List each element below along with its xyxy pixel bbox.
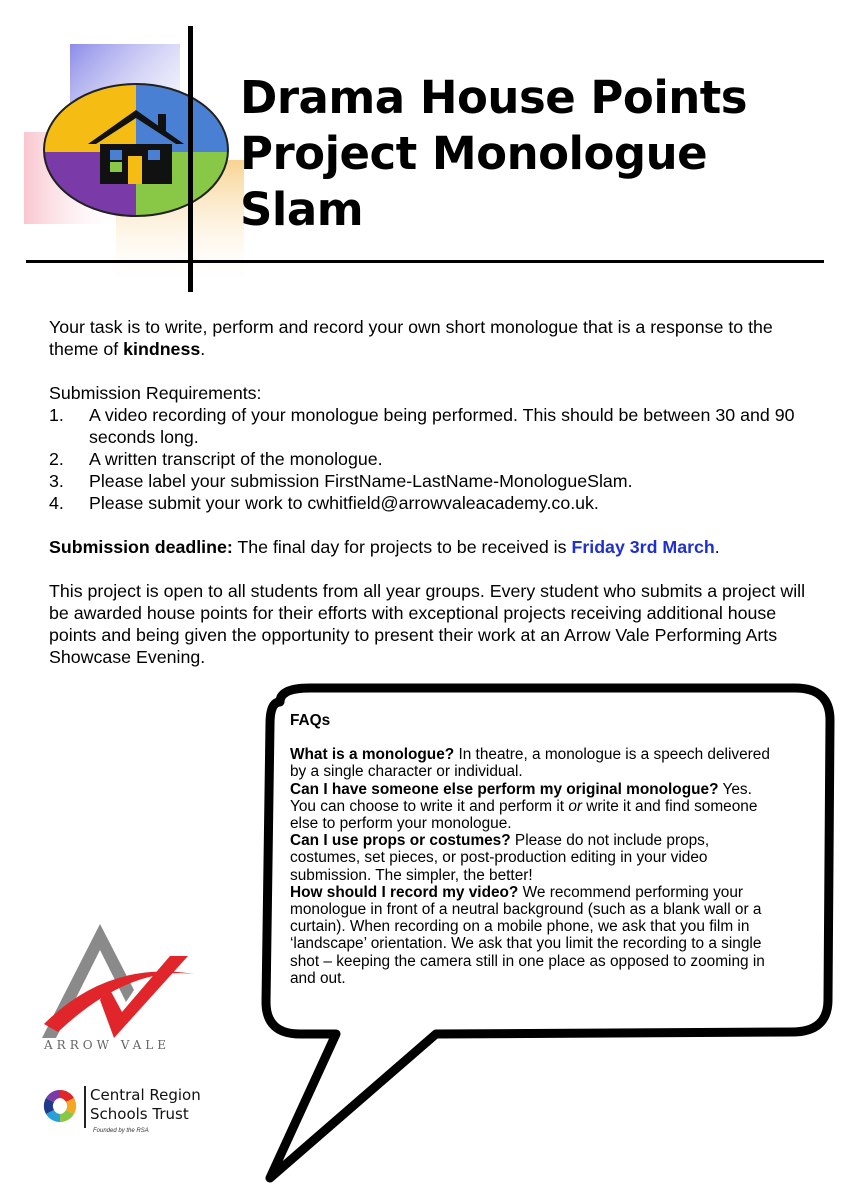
arrow-vale-logo-icon (38, 920, 198, 1055)
list-text: Please label your submission FirstName-LastName-MonologueSlam. (89, 471, 633, 491)
faq-answer: Yes. You can choose to write it and perform it (290, 780, 752, 815)
list-number: 2. (49, 449, 64, 469)
trust-name (90, 1086, 201, 1124)
title-line-3: Slam (240, 183, 364, 236)
faq-answer: In theatre, a monologue is a speech delivered by a single character or individual. (290, 746, 770, 781)
faq-section (290, 712, 780, 987)
list-text: A written transcript of the monologue. (89, 449, 383, 469)
deadline-date: Friday 3rd March (571, 537, 715, 557)
faq-question: How should I record my video? (290, 883, 519, 901)
header-vertical-rule (188, 26, 193, 292)
faq-answer: Please do not include props, costumes, set pieces, or post-production editing in your video submission. The simpler, the better! (290, 832, 710, 884)
trust-logo-icon (40, 1086, 80, 1126)
trust-divider (84, 1086, 86, 1128)
list-item (49, 492, 819, 514)
list-number: 3. (49, 471, 64, 491)
deadline-end: . (714, 537, 720, 557)
list-text: A video recording of your monologue being performed. This should be between 30 and 90 seconds long. (89, 405, 795, 447)
title-line-2: Project Monologue (240, 127, 708, 180)
main-content (49, 316, 819, 668)
list-item (49, 404, 819, 448)
intro-theme: kindness (123, 339, 201, 359)
info-paragraph: This project is open to all students from all year groups. Every student who submits a project will be awarded house points for their efforts with exceptional projects receiving additional house points and being given the opportunity to present their work at an Arrow Vale Performing Arts Showcase Evening. (49, 581, 806, 667)
intro-paragraph (49, 316, 819, 360)
faq-question: What is a monologue? (290, 746, 455, 764)
faq-question: Can I use props or costumes? (290, 832, 511, 850)
requirements-heading: Submission Requirements: (49, 383, 262, 403)
trust-tagline: Founded by the RSA (93, 1128, 149, 1134)
faq-item (290, 832, 780, 884)
faq-item (290, 746, 780, 780)
intro-text-end: . (200, 339, 206, 359)
trust-name-line-1: Central Region (90, 1086, 201, 1104)
requirements-list (49, 404, 819, 514)
list-number: 1. (49, 405, 64, 425)
deadline-paragraph (49, 536, 819, 558)
faq-question: Can I have someone else perform my original monologue? (290, 780, 719, 798)
header-horizontal-rule (26, 260, 824, 263)
list-text: Please submit your work to cwhitfield@arrowvaleacademy.co.uk. (89, 493, 599, 513)
faq-item (290, 781, 780, 833)
house-logo-icon (24, 40, 254, 280)
faq-heading: FAQs (290, 712, 331, 729)
faq-item (290, 884, 780, 987)
faq-answer: write it and find someone else to perform your monologue. (290, 797, 758, 833)
trust-name-line-2: Schools Trust (90, 1105, 189, 1123)
title-line-1: Drama House Points (240, 71, 748, 124)
school-name: ARROW VALE (44, 1038, 170, 1052)
faq-answer: We recommend performing your monologue in front of a neutral background (such as a blank wall or a curtain). When recording on a mobile phone, we ask that you film in ‘landscape’ orientation. We ask that you limit the recording to a single shot – keeping the camera still in one place as opposed to zooming in and out. (290, 883, 765, 987)
faq-answer-emphasis: or (568, 797, 583, 815)
page-title (240, 70, 830, 238)
deadline-text: The final day for projects to be received is (232, 537, 572, 557)
deadline-label: Submission deadline: (49, 537, 233, 557)
list-item (49, 448, 819, 470)
list-number: 4. (49, 493, 64, 513)
list-item (49, 470, 819, 492)
intro-text: Your task is to write, perform and record your own short monologue that is a response to the theme of (49, 317, 773, 359)
